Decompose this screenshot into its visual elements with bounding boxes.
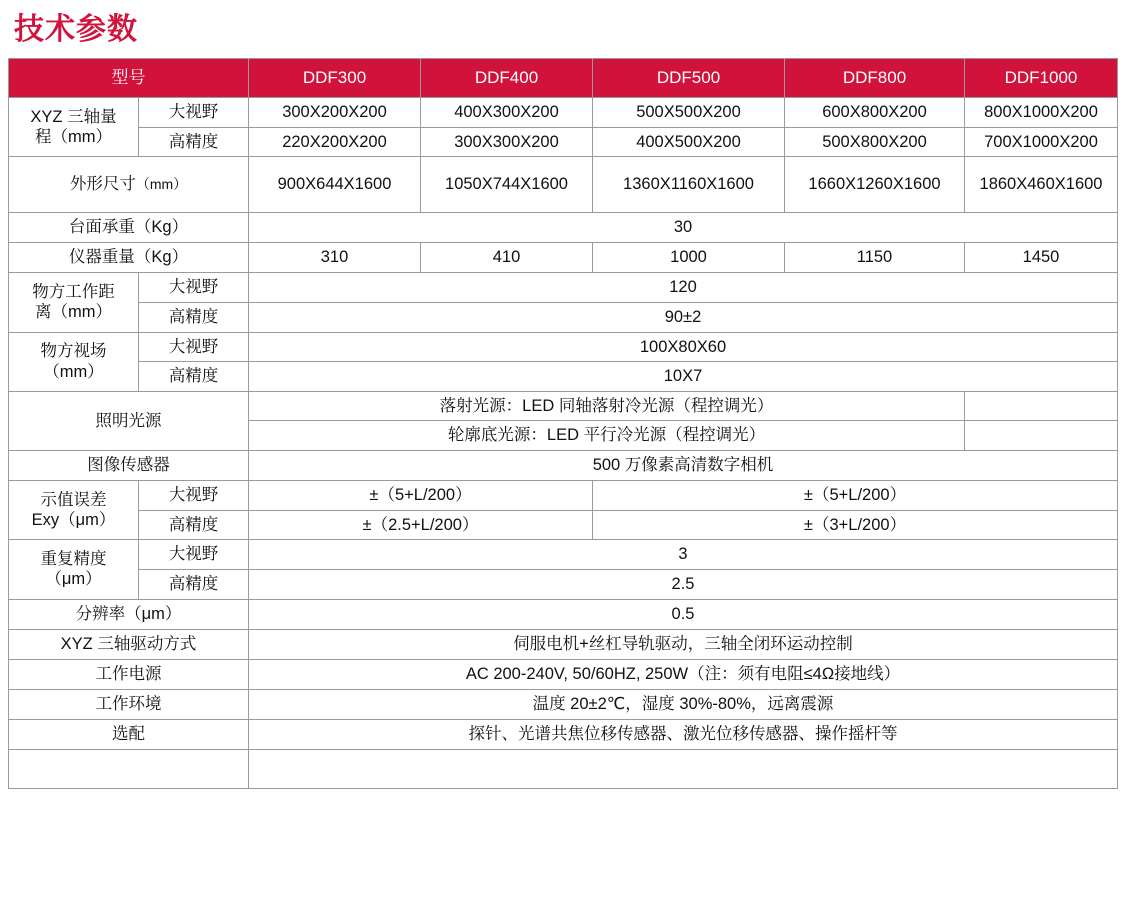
table-row [9,391,1118,421]
cell-value: 400X500X200 [593,127,785,157]
cell-value: 1360X1160X1600 [593,157,785,213]
sub-label-high-precision: 高精度 [139,362,249,392]
sub-label-wide-fov: 大视野 [139,481,249,511]
header-cell-ddf300: DDF300 [249,59,421,98]
cell-value: 1660X1260X1600 [785,157,965,213]
table-row [9,213,1118,243]
sub-label-high-precision: 高精度 [139,569,249,599]
sub-label-wide-fov: 大视野 [139,98,249,128]
row-label-repeatability: 重复精度 （μm） [9,540,139,599]
table-row [9,689,1118,719]
cell-value-merged: 10X7 [249,362,1118,392]
cell-value-merged [249,749,1118,788]
cell-empty [965,421,1118,451]
cell-value-merged: 120 [249,273,1118,303]
cell-value: 1050X744X1600 [421,157,593,213]
cell-value-merged: 温度 20±2℃，湿度 30%-80%，远离震源 [249,689,1118,719]
cell-value-merged: 探针、光谱共焦位移传感器、激光位移传感器、操作摇杆等 [249,719,1118,749]
cell-value-merged: 落射光源：LED 同轴落射冷光源（程控调光） [249,391,965,421]
table-header [9,59,1118,98]
page-title: 技术参数 [14,13,138,46]
cell-value-merged: 2.5 [249,569,1118,599]
cell-value: 600X800X200 [785,98,965,128]
table-row [9,599,1118,629]
table-row [9,157,1118,213]
cell-value-merged: 伺服电机+丝杠导轨驱动，三轴全闭环运动控制 [249,629,1118,659]
cell-value: 500X800X200 [785,127,965,157]
cell-value: 400X300X200 [421,98,593,128]
cell-value: ±（2.5+L/200） [249,510,593,540]
cell-value: 800X1000X200 [965,98,1118,128]
sub-label-high-precision: 高精度 [139,510,249,540]
table-row [9,243,1118,273]
table-row [9,98,1118,128]
row-label-illumination: 照明光源 [9,391,249,450]
cell-value-merged: 0.5 [249,599,1118,629]
table-body [9,98,1118,789]
table-row [9,362,1118,392]
table-row [9,451,1118,481]
cell-value: 1860X460X1600 [965,157,1118,213]
table-row [9,719,1118,749]
cell-value-merged: 90±2 [249,302,1118,332]
cell-value-merged: 100X80X60 [249,332,1118,362]
table-row [9,510,1118,540]
row-label-indication-error: 示值误差 Exy（μm） [9,481,139,540]
cell-value: 300X300X200 [421,127,593,157]
cell-value: ±（5+L/200） [593,481,1118,511]
cell-value: ±（5+L/200） [249,481,593,511]
row-label-options: 选配 [9,719,249,749]
sub-label-wide-fov: 大视野 [139,540,249,570]
cell-empty [965,391,1118,421]
cell-value: 220X200X200 [249,127,421,157]
cell-value-merged: 轮廓底光源：LED 平行冷光源（程控调光） [249,421,965,451]
row-label-drive-mode: XYZ 三轴驱动方式 [9,629,249,659]
table-row [9,659,1118,689]
table-row [9,481,1118,511]
table-row [9,332,1118,362]
cell-value-merged: 30 [249,213,1118,243]
header-cell-ddf1000: DDF1000 [965,59,1118,98]
header-cell-ddf500: DDF500 [593,59,785,98]
cell-value-merged: 3 [249,540,1118,570]
row-label-image-sensor: 图像传感器 [9,451,249,481]
row-label-instrument-weight: 仪器重量（Kg） [9,243,249,273]
header-cell-ddf800: DDF800 [785,59,965,98]
table-header-row [9,59,1118,98]
cell-value: 900X644X1600 [249,157,421,213]
cell-value-merged: 500 万像素高清数字相机 [249,451,1118,481]
table-row [9,629,1118,659]
cell-value: 1150 [785,243,965,273]
table-row [9,749,1118,788]
row-label-working-environment: 工作环境 [9,689,249,719]
cell-value: 500X500X200 [593,98,785,128]
technical-parameters-table [8,58,1118,789]
sub-label-high-precision: 高精度 [139,127,249,157]
sub-label-high-precision: 高精度 [139,302,249,332]
row-label-outer-dimensions: 外形尺寸（mm） [9,157,249,213]
cell-value: 1000 [593,243,785,273]
table-row [9,302,1118,332]
header-cell-model: 型号 [9,59,249,98]
table-row [9,127,1118,157]
row-label-object-field: 物方视场 （mm） [9,332,139,391]
row-label-empty [9,749,249,788]
row-label-xyz-travel: XYZ 三轴量 程（mm） [9,98,139,157]
row-label-power-supply: 工作电源 [9,659,249,689]
cell-value-merged: AC 200-240V, 50/60HZ, 250W（注：须有电阻≤4Ω接地线） [249,659,1118,689]
cell-value: 700X1000X200 [965,127,1118,157]
row-label-resolution: 分辨率（μm） [9,599,249,629]
cell-value: 410 [421,243,593,273]
sub-label-wide-fov: 大视野 [139,332,249,362]
row-label-working-distance: 物方工作距 离（mm） [9,273,139,332]
sub-label-wide-fov: 大视野 [139,273,249,303]
cell-value: 1450 [965,243,1118,273]
table-row [9,540,1118,570]
cell-value: 300X200X200 [249,98,421,128]
cell-value: 310 [249,243,421,273]
cell-value: ±（3+L/200） [593,510,1118,540]
header-cell-ddf400: DDF400 [421,59,593,98]
table-row [9,569,1118,599]
table-row [9,273,1118,303]
row-label-table-load: 台面承重（Kg） [9,213,249,243]
